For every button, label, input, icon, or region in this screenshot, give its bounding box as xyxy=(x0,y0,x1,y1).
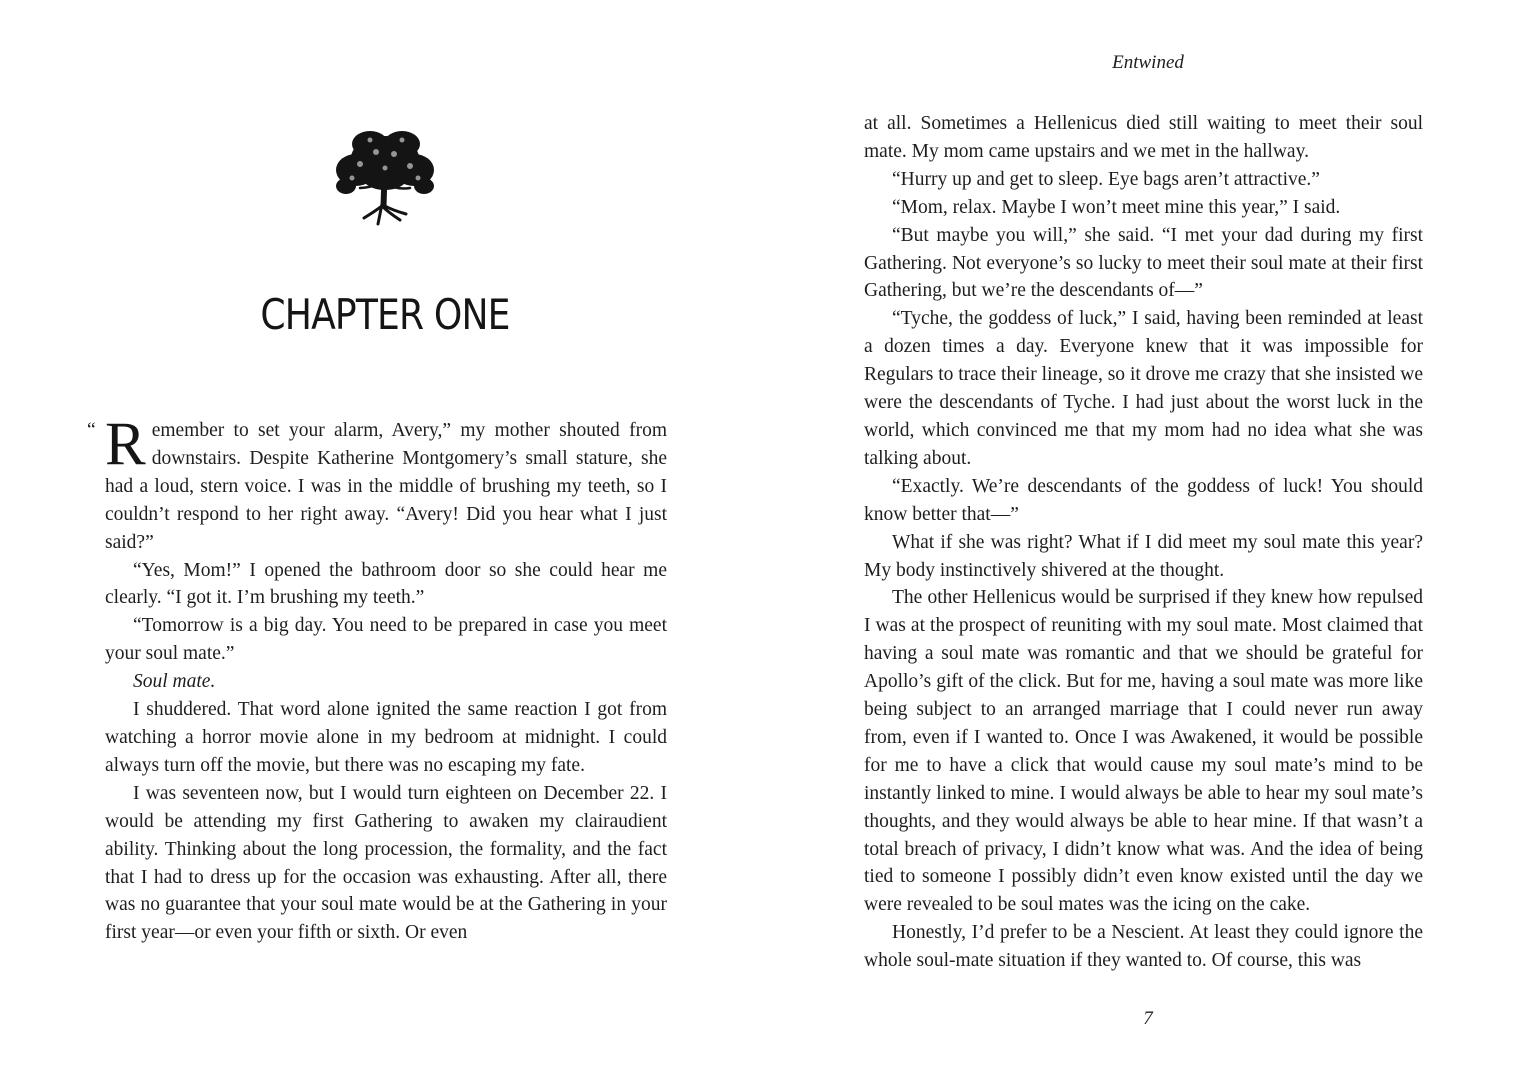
paragraph: at all. Sometimes a Hellenicus died still waiting to meet their soul mate. My mom came upstairs and we met in the hallway. xyxy=(864,113,1423,162)
paragraph: I was seventeen now, but I would turn eighteen on December 22. I would be attending my first Gathering to awaken my clairaudient ability. Thinking about the long procession, the formality, and the fact that I had to dress up for the occasion was exhausting. After all, there was no guarantee that your soul mate would be at the Gathering in your first year—or even your fifth or sixth. Or even xyxy=(105,782,667,944)
tree-icon xyxy=(330,126,440,226)
right-body-text xyxy=(864,110,1423,975)
paragraph: “Tomorrow is a big day. You need to be prepared in case you meet your soul mate.” xyxy=(105,615,667,665)
right-page xyxy=(768,0,1537,1080)
paragraph: “But maybe you will,” she said. “I met your dad during my first Gathering. Not everyone’s so lucky to meet their soul mate at their first Gathering, but we’re the descendants of—” xyxy=(864,224,1423,302)
paragraph: “Yes, Mom!” I opened the bathroom door so she could hear me clearly. “I got it. I’m brushing my teeth.” xyxy=(105,559,667,609)
paragraph: Honestly, I’d prefer to be a Nescient. At least they could ignore the whole soul-mate situation if they wanted to. Of course, this was xyxy=(864,922,1423,972)
drop-cap: R xyxy=(105,411,146,478)
opening-quote: “ xyxy=(87,420,96,441)
paragraph: “Hurry up and get to sleep. Eye bags aren’t attractive.” xyxy=(892,168,1320,190)
paragraph: The other Hellenicus would be surprised if they knew how repulsed I was at the prospect of reuniting with my soul mate. Most claimed that having a soul mate was romantic and that we should be grateful for Apollo’s gift of the click. But for me, having a soul mate was more like being subject to an arranged marriage that I could never run away from, even if I wanted to. Once I was Awakened, it would be possible for me to have a click that would cause my soul mate’s mind to be instantly linked to mine. I would always be able to hear my soul mate’s thoughts, and they would always be able to hear mine. If that wasn’t a total breach of privacy, I didn’t know what was. And the idea of being tied to someone I possibly didn’t even know existed until the day we were revealed to be soul mates was the icing on the cake. xyxy=(864,587,1423,916)
paragraph: What if she was right? What if I did meet my soul mate this year? My body instinctively shivered at the thought. xyxy=(864,531,1423,581)
paragraph: “Tyche, the goddess of luck,” I said, having been reminded at least a dozen times a day. Everyone knew that it was impossible for Regulars to trace their lineage, so it drove me crazy that she insisted we were the descendants of Tyche. I had just about the worst luck in the world, which convinced me that my mom had no idea what she was talking about. xyxy=(864,308,1423,469)
paragraph: I shuddered. That word alone ignited the same reaction I got from watching a horror movie alone in my bedroom at midnight. I could always turn off the movie, but there was no escaping my fate. xyxy=(105,699,667,776)
paragraph: “Exactly. We’re descendants of the goddess of luck! You should know better that—” xyxy=(864,475,1423,525)
left-body-text xyxy=(87,411,667,947)
left-page xyxy=(0,0,768,1080)
opening-paragraph xyxy=(87,411,667,557)
paragraph: “Mom, relax. Maybe I won’t meet mine this year,” I said. xyxy=(892,196,1341,218)
page-number: 7 xyxy=(1143,1008,1153,1029)
opening-text: emember to set your alarm, Avery,” my mother shouted from downstairs. Despite Katherine Montgomery’s small stature, she had a loud, stern voice. I was in the middle of brushing my teeth, so I couldn’t respond to her right away. “Avery! Did you hear what I just said?” xyxy=(105,420,667,553)
chapter-title: CHAPTER ONE xyxy=(260,290,510,339)
paragraph: Soul mate. xyxy=(133,671,216,693)
running-head: Entwined xyxy=(1112,52,1184,73)
